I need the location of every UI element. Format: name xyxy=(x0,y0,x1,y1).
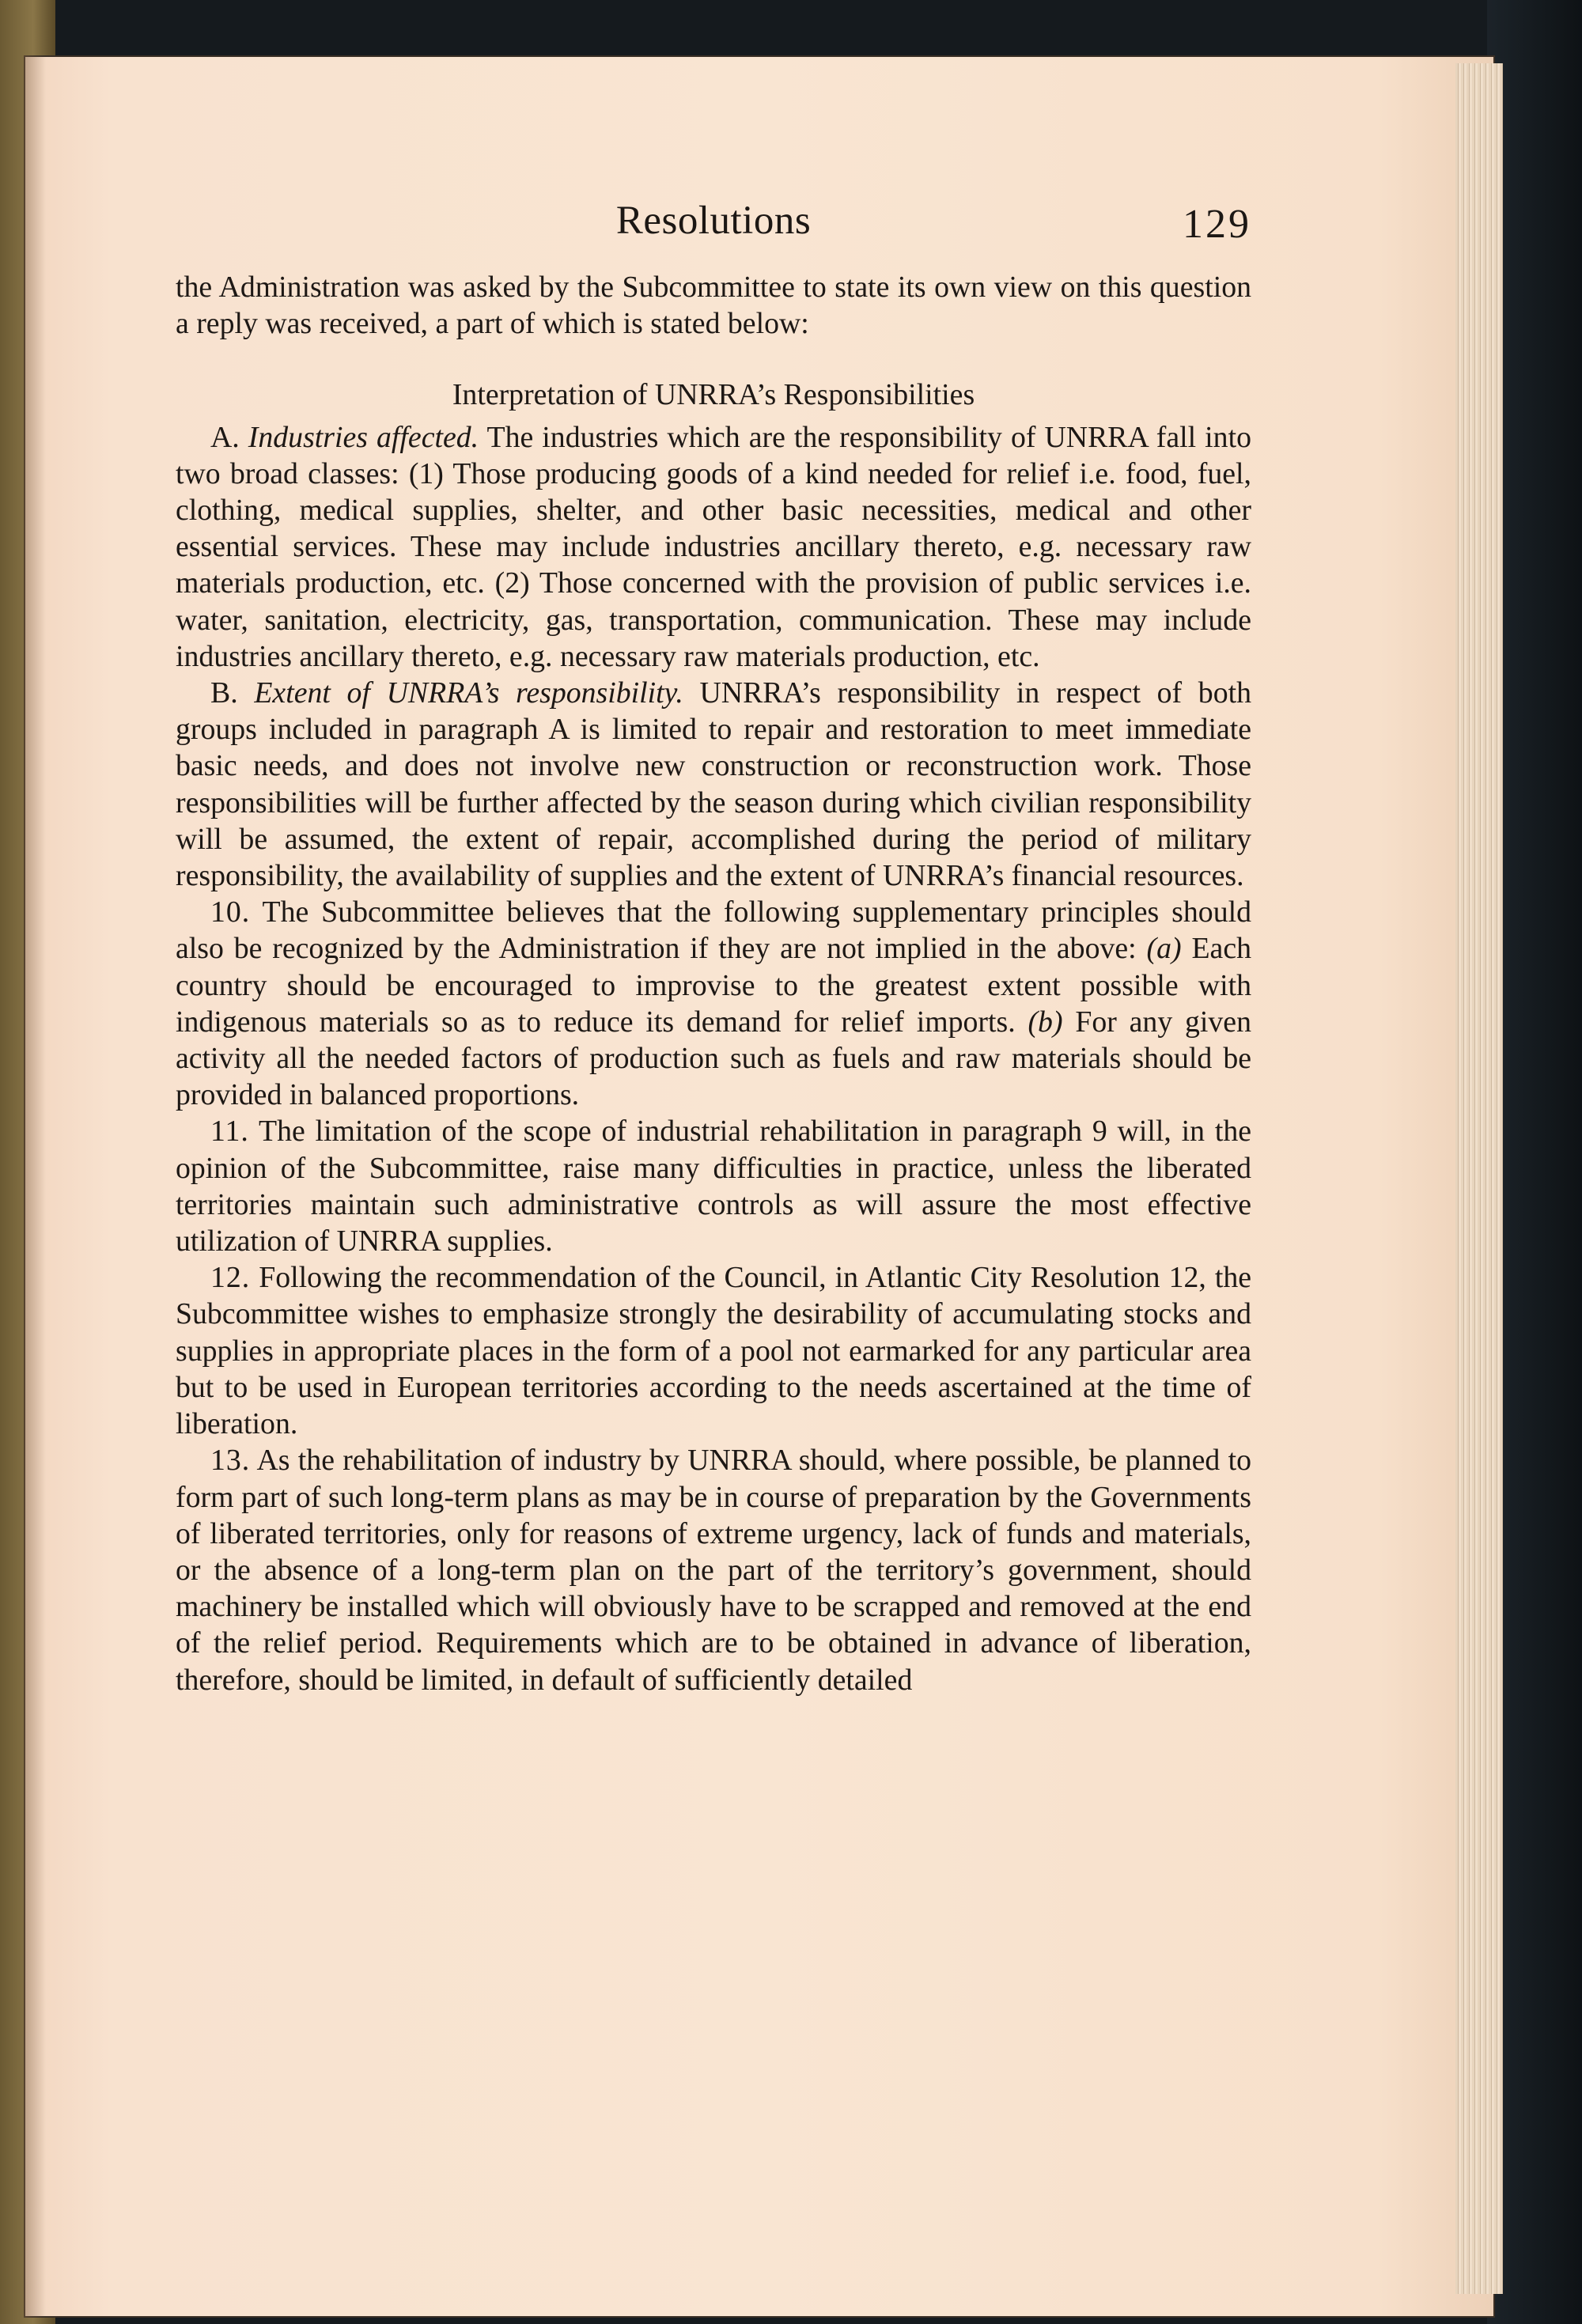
page-gutter-shadow xyxy=(24,55,46,2318)
paragraph-a-heading: Industries affected. xyxy=(248,420,479,454)
page-stack-edge xyxy=(1455,63,1503,2294)
paragraph-a xyxy=(176,419,1251,675)
paragraph-11 xyxy=(176,1113,1251,1259)
paragraph-b-text: UNRRA’s responsibility in respect of both groups included in paragraph A is limited to repair and restoration to meet immediate basic needs, and does not involve new construction or reconstruction work. Those responsibilities will be further affected by the season during which civilian responsibility will be assumed, the extent of repair, accomplished during the period of military responsibility, the availability of supplies and the extent of UNRRA’s financial resources. xyxy=(176,676,1252,893)
paragraph-10-text-1: The Subcommittee believes that the following supplementary principles should also be recognized by the Administration if they are not implied in the above: xyxy=(176,895,1251,966)
paragraph-b-label: B. xyxy=(210,676,238,710)
paragraph-b xyxy=(176,675,1251,894)
page-header xyxy=(176,198,1251,261)
page-body xyxy=(176,269,1251,1698)
paragraph-11-number: 11. xyxy=(210,1115,249,1149)
paragraph-b-heading: Extent of UNRRA’s responsibility. xyxy=(254,676,683,710)
paragraph-13 xyxy=(176,1442,1251,1698)
paragraph-a-label: A. xyxy=(210,420,240,454)
paragraph-10-number: 10. xyxy=(210,895,251,929)
paragraph-10 xyxy=(176,894,1251,1113)
paragraph-12-text: Following the recommendation of the Council, in Atlantic City Resolution 12, the Subcommittee wishes to emphasize strongly the desirability of accumulating stocks and supplies in appropriate places in the form of a pool not earmarked for any particular area but to be used in European territories according to the needs ascertained at the time of liberation. xyxy=(176,1261,1251,1441)
paragraph-12-number: 12. xyxy=(210,1261,251,1295)
paragraph-13-number: 13. xyxy=(210,1444,251,1478)
paragraph-11-text: The limitation of the scope of industrial rehabilitation in paragraph 9 will, in the opinion of the Subcommittee, raise many difficulties in practice, unless the liberated territories maintain such administrative controls as will assure the most effective utilization of UNRRA supplies. xyxy=(176,1115,1251,1259)
page-number: 129 xyxy=(1183,202,1251,247)
paragraph-10-marker-b: (b) xyxy=(1028,1005,1063,1039)
intro-paragraph: the Administration was asked by the Subcommittee to state its own view on this question a reply was received, a part of which is stated below: xyxy=(176,271,1251,341)
section-heading: Interpretation of UNRRA’s Responsibilities xyxy=(452,378,975,412)
paragraph-a-text: The industries which are the responsibility of UNRRA fall into two broad classes: (1) Those producing goods of a kind needed for relief i.e. food, fuel, clothing, medical supplies, shelter, and other basic necessities, medical and other essential services. These may include industries ancillary thereto, e.g. necessary raw materials production, etc. (2) Those concerned with the provision of public services i.e. water, sanitation, electricity, gas, transportation, communication. These may include industries ancillary thereto, e.g. necessary raw materials production, etc. xyxy=(176,420,1251,673)
paragraph-12 xyxy=(176,1259,1251,1442)
paragraph-10-text-3: For any given activity all the needed factors of production such as fuels and raw materials should be provided in balanced proportions. xyxy=(176,1005,1251,1112)
paragraph-13-text: As the rehabilitation of industry by UNRRA should, where possible, be planned to form part of such long-term plans as may be in course of preparation by the Governments of liberated territories, only for reasons of extreme urgency, lack of funds and materials, or the absence of a long-term plan on the part of the territory’s government, should machinery be installed which will obviously have to be scrapped and removed at the end of the relief period. Requirements which are to be obtained in advance of liberation, therefore, should be limited, in default of sufficiently detailed xyxy=(176,1444,1251,1697)
paragraph-10-text-2: Each country should be encouraged to improvise to the greatest extent possible with indigenous materials so as to reduce its demand for relief imports. xyxy=(176,932,1251,1039)
running-title: Resolutions xyxy=(615,199,812,243)
paragraph-10-marker-a: (a) xyxy=(1146,932,1182,966)
